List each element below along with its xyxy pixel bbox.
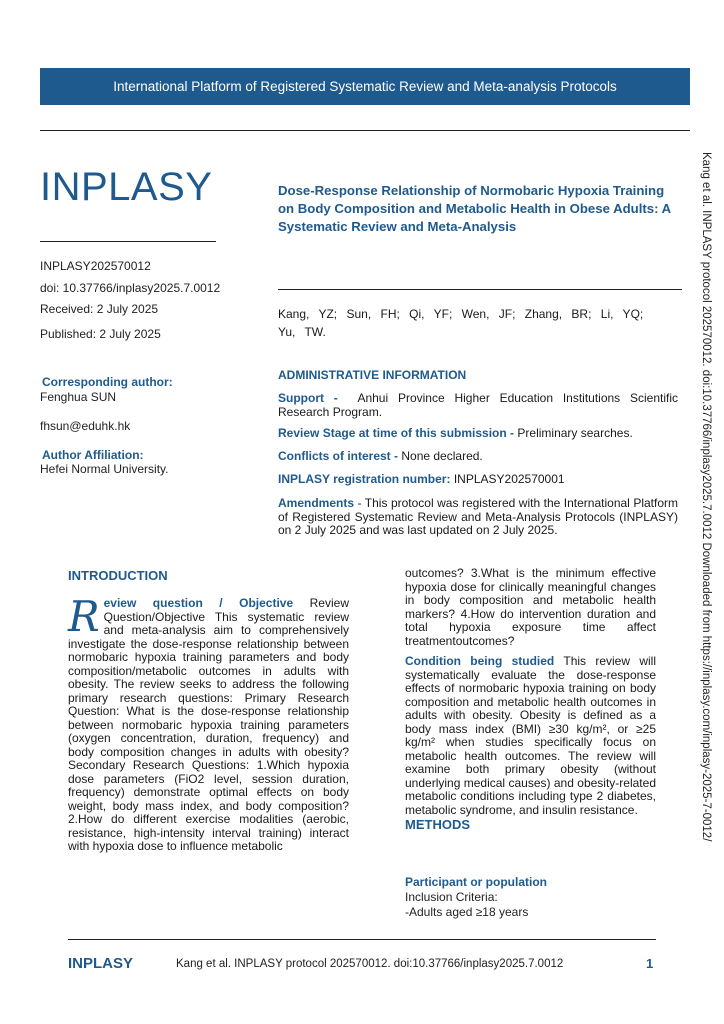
condition-paragraph: [405, 655, 656, 817]
page-number: 1: [646, 956, 654, 971]
author-line-1: Kang, YZ; Sun, FH; Qi, YF; Wen, JF; Zhang, BR; Li, YQ;: [278, 307, 644, 321]
footer-citation: Kang et al. INPLASY protocol 202570012. doi:10.37766/inplasy2025.7.0012: [176, 958, 564, 970]
received-date: Received: 2 July 2025: [40, 302, 159, 316]
support-value: Anhui Province Higher Education Institutions Scientific Research Program.: [278, 391, 679, 419]
registration-label: INPLASY registration number:: [278, 472, 451, 486]
registration-entry: [278, 473, 678, 487]
condition-label: Condition being studied: [405, 654, 555, 668]
author-line-2: Yu, TW.: [278, 325, 326, 339]
protocol-id: INPLASY202570012: [40, 259, 151, 273]
review-question-continued: outcomes? 3.What is the minimum effective hypoxia dose for clinically meaningful changes in body composition and metabolic health markers? 4.How do intervention duration and total hypoxia exposure time affect treatmentoutcomes?: [405, 566, 656, 648]
inclusion-criteria-label: Inclusion Criteria:: [405, 890, 498, 904]
doi-link[interactable]: doi: 10.37766/inplasy2025.7.0012: [40, 281, 221, 295]
drop-cap: R: [68, 592, 100, 641]
conflicts-value: None declared.: [401, 449, 483, 463]
footer-rule: [68, 939, 656, 940]
review-question-label: eview question / Objective: [103, 596, 294, 610]
condition-text: This review will systematically evaluate the dose-response effects of normobaric hypoxia training on body composition and metabolic health outcomes in adults with obesity. Obesity is defined as a body mass index (BMI) ≥30 kg/m², or ≥25 kg/m² when studies specifically focus on metabolic health outcomes. The review will examine both primary obesity (without underlying medical causes) and obesity-related metabolic conditions including type 2 diabetes, metabolic syndrome, and insulin resistance.: [405, 654, 656, 817]
introduction-heading: INTRODUCTION: [68, 568, 168, 583]
amendments-label: Amendments: [278, 496, 355, 510]
brand-logo-text: INPLASY: [40, 165, 213, 209]
stage-entry: [278, 427, 678, 441]
admin-heading: ADMINISTRATIVE INFORMATION: [278, 368, 467, 382]
participant-label: Participant or population: [405, 875, 548, 889]
published-date: Published: 2 July 2025: [40, 327, 161, 341]
support-entry: [278, 392, 678, 419]
methods-heading: METHODS: [405, 817, 470, 832]
author-list: [278, 305, 678, 341]
paper-title: Dose-Response Relationship of Normobaric Hypoxia Training on Body Composition and Metabolic Health in Obese Adults: A Systematic Review and Meta-Analysis: [278, 183, 671, 234]
affiliation-value: Hefei Normal University.: [40, 462, 169, 476]
corresponding-label: Corresponding author:: [42, 375, 173, 389]
review-question-paragraph: [68, 592, 349, 854]
header-rule: [40, 130, 690, 131]
footer-brand: INPLASY: [68, 955, 134, 972]
stage-value: Preliminary searches.: [517, 426, 633, 440]
journal-banner: [40, 68, 690, 105]
support-label: Support -: [278, 391, 338, 405]
conflicts-label: Conflicts of interest -: [278, 449, 399, 463]
brand-rule: [40, 241, 216, 242]
title-rule: [278, 289, 682, 290]
amendments-entry: [278, 497, 678, 538]
stage-label: Review Stage at time of this submission -: [278, 426, 515, 440]
amendments-value: - This protocol was registered with the International Platform of Registered Systematic Review and Meta-Analysis Protocols (INPLASY) on 2 July 2025 and was last updated on 2 July 2025.: [278, 496, 678, 537]
review-question-text: Review Question/Objective This systematic review and meta-analysis aim to comprehensively investigate the dose-response relationship between normobaric hypoxia training parameters and body composition/metabolic outcomes in adults with obesity. The review seeks to address the following primary research questions: Primary Research Question: What is the dose-response relationship between normobaric hypoxia training parameters (oxygen concentration, duration, frequency) and body composition changes in adults with obesity? Secondary Research Questions: 1.Which hypoxia dose parameters (FiO2 level, session duration, frequency) demonstrate optimal effects on body weight, body mass index, and body composition? 2.How do different exercise modalities (aerobic, resistance, high-intensity interval training) interact with hypoxia dose to influence metabolic: [68, 596, 349, 853]
affiliation-label: Author Affiliation:: [42, 448, 144, 462]
side-citation: Kang et al. INPLASY protocol 202570012. doi:10.37766/inplasy2025.7.0012 Downloaded from https://inplasy.com/inplasy-2025-7-0012/: [700, 152, 712, 842]
registration-value: INPLASY202570001: [453, 472, 565, 486]
banner-text: International Platform of Registered Systematic Review and Meta-analysis Protocols: [113, 79, 617, 94]
inclusion-item-1: -Adults aged ≥18 years: [405, 905, 529, 919]
corresponding-email[interactable]: fhsun@eduhk.hk: [40, 419, 131, 433]
corresponding-name: Fenghua SUN: [40, 390, 117, 404]
conflicts-entry: [278, 450, 678, 464]
